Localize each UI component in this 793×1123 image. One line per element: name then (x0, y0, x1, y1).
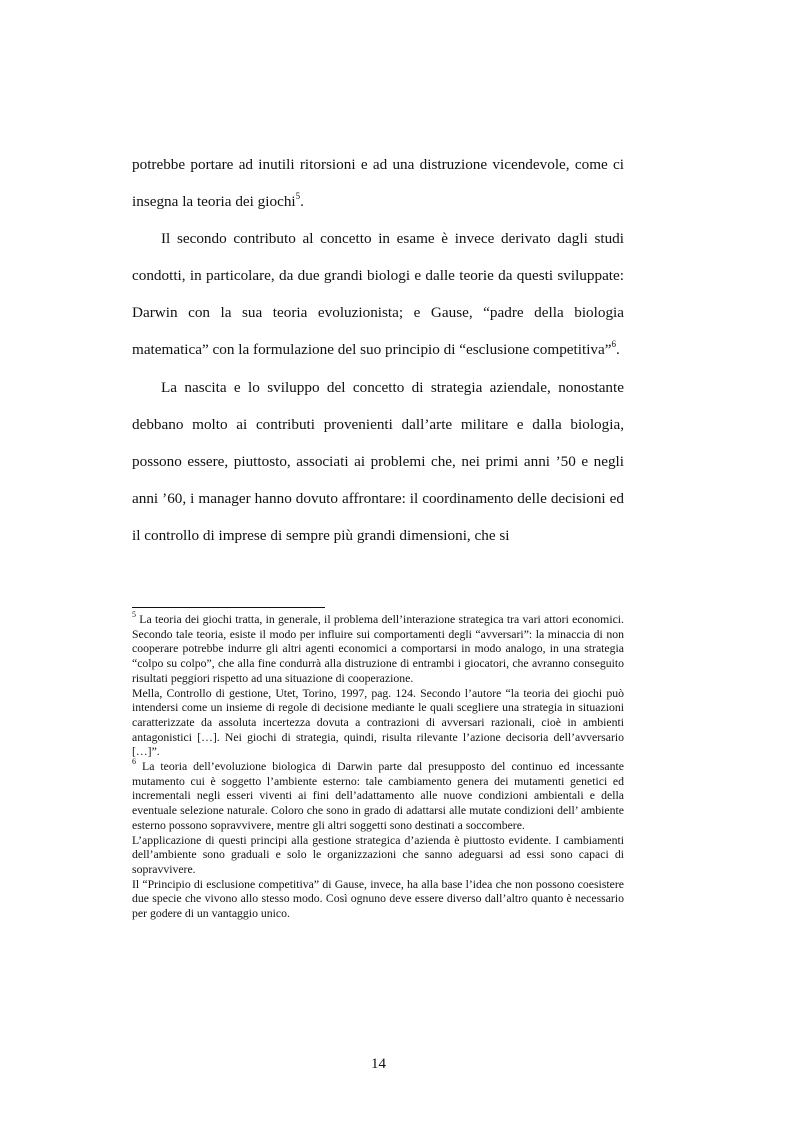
footnote-ref-5: 5 (295, 191, 301, 202)
footnote-5-text: La teoria dei giochi tratta, in generale, il problema dell’interazione strategica tra vari attori economici. Secondo tale teoria, esiste il modo per influire sui comportamenti degli “avversari”: la minaccia di non cooperare potrebbe indurre gli altri agenti economici a comportarsi in modo analogo, in una strategia “colpo su colpo”, che alla fine condurrà alla distruzione di entrambi i giocatori, che avranno conseguito risultati peggiori rispetto ad una situazione di cooperazione. (132, 613, 624, 685)
page-number: 14 (371, 1056, 386, 1072)
footnote-6-continuation-1: L’applicazione di questi principi alla gestione strategica d’azienda è piuttosto evidente. I cambiamenti dell’ambiente sono graduali e solo le organizzazioni che sanno adeguarsi ad essi sono capaci di sopravvivere. (132, 833, 624, 876)
paragraph-3-text: La nascita e lo sviluppo del concetto di strategia aziendale, nonostante debbano molto ai contributi provenienti dall’arte militare e dalla biologia, possono essere, piuttosto, associati ai problemi che, nei primi anni ’50 e negli anni ’60, i manager hanno dovuto affrontare: il coordinamento delle decisioni ed il controllo di imprese di sempre più grandi dimensioni, che si (132, 378, 624, 544)
main-text (132, 146, 624, 554)
footnote-6-number: 6 (132, 757, 136, 767)
footnote-6-continuation-2: Il “Principio di esclusione competitiva” di Gause, invece, ha alla base l’idea che non possono coesistere due specie che vivono allo stesso modo. Così ognuno deve essere diverso dall’altro quanto è necessario per godere di un vantaggio unico. (132, 877, 624, 921)
paragraph-2 (132, 220, 624, 368)
footnote-6 (132, 757, 624, 834)
footnote-separator (132, 607, 325, 608)
footnote-5-continuation: Mella, Controllo di gestione, Utet, Torino, 1997, pag. 124. Secondo l’autore “la teoria dei giochi può intendersi come un insieme di regole di decisione mediante le quali scegliere una strategia in situazioni caratterizzate da assoluta incertezza dovuta a contrazioni di avversari razionali, cioè in ambienti antagonistici […]. Nei giochi di strategia, quindi, risulta rilevante l’azione decisoria dell’avversario […]”. (132, 686, 624, 759)
paragraph-1 (132, 146, 624, 220)
footnote-6-text: La teoria dell’evoluzione biologica di Darwin parte dal presupposto del continuo ed incessante mutamento cui è soggetto l’ambiente esterno: tale cambiamento genera dei mutamenti genetici ed incrementali negli esseri viventi ai fini dell’adattamento alle nuove condizioni ambientali e della eventuale selezione naturale. Coloro che sono in grado di adattarsi alle mutate condizioni dell’ ambiente esterno possono sopravvivere, mentre gli altri soggetti sono destinati a soccombere. (132, 760, 624, 832)
paragraph-3 (132, 369, 624, 554)
paragraph-2-text: Il secondo contributo al concetto in esame è invece derivato dagli studi condotti, in particolare, da due grandi biologi e dalle teorie da questi sviluppate: Darwin con la sua teoria evoluzionista; e Gause, “padre della biologia matematica” con la formulazione del suo principio di “esclusione competitiva” (132, 230, 624, 359)
footnotes (132, 610, 624, 922)
paragraph-2-end: . (616, 341, 620, 359)
paragraph-1-text: potrebbe portare ad inutili ritorsioni e ad una distruzione vicendevole, come ci insegna la teoria dei giochi (132, 156, 624, 211)
footnote-ref-6: 6 (611, 339, 616, 350)
footnote-5 (132, 610, 624, 687)
footnote-5-number: 5 (132, 610, 136, 620)
paragraph-1-end: . (300, 193, 304, 211)
